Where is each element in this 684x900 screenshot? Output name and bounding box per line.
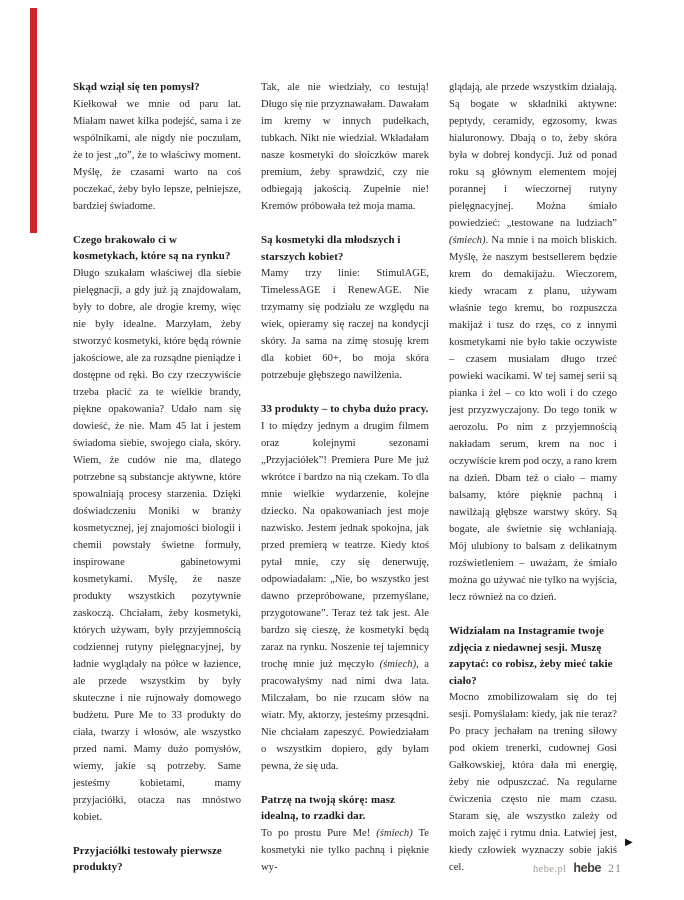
interview-question: Są kosmetyki dla młodszych i starszych kobiet?	[261, 234, 401, 263]
interview-answer: Kiełkował we mnie od paru lat. Miałam nawet kilka podejść, sama i ze wspólnikami, ale nigdy nie poczułam, że to jest „to”, że to właściwy moment. Myślę, że czasami warto na coś poczekać, żeby było lepsze, pełniejsze, bardziej świadome.	[73, 98, 241, 212]
article-column-1	[73, 79, 241, 876]
interview-answer: Mocno zmobilizowałam się do tej sesji. Pomyślałam: kiedy, jak nie teraz? Po pracy jechałam na trening siłowy pod okiem trenerki, cudownej Gosi Gałkowskiej, która dała mi energię, żeby nie odpuszczać. Na regularne ćwiczenia często nie mam czasu. Staram się, ale wszystko zależy od moich zajęć i rytmu dnia. Łatwiej jest, kiedy człowiek wyznaczy sobie jakiś cel.	[449, 692, 617, 873]
article-column-3	[449, 79, 617, 876]
interview-answer: glądają, ale przede wszystkim działają. Są bogate w składniki aktywne: peptydy, ceramidy, egzosomy, kwas hialuronowy. Dbają o to, żeby skóra była w dobrej kondycji. Już od ponad roku są głównym elementem mojej porannej i wieczornej rutyny pielęgnacyjnej. Można śmiało powiedzieć: „testowane na ludziach” (śmiech). Na mnie i na moich bliskich. Myślę, że naszym bestsellerem będzie krem do demakijażu. Wieczorem, kiedy wracam z planu, używam właśnie tego kremu, bo rozpuszcza makijaż i tusz do rzęs, co z innymi kosmetykami nie było takie oczywiste – czasem musiałam długo trzeć powieki wacikami. W tej samej serii są pianka i żel – co kto woli i do czego jest przyzwyczajony. Do tego tonik w aerozolu. Po nim z przyjemnością nakładam serum, krem na noc i oczywiście krem pod oczy, a rano krem na dzień. Dbam też o ciało – mamy balsamy, które pięknie pachną i nawilżają głębsze warstwy skóry. Są bogate, ale świetnie się wchłaniają. Mój ulubiony to balsam z delikatnym rozświetleniem – uważam, że śmiało można go używać nie tylko na wyjścia, lecz również na co dzień.	[449, 82, 617, 603]
interview-answer: Mamy trzy linie: StimulAGE, TimelessAGE i RenewAGE. Nie trzymamy się podziału ze względu na wiek, opieramy się raczej na kondycji skóry. Ja sama na zimę stosuję krem dla kobiet 60+, bo moja skóra potrzebuje głębszego nawilżenia.	[261, 268, 429, 381]
interview-question: Czego brakowało ci w kosmetykach, które są na rynku?	[73, 233, 231, 262]
interview-answer: I to między jednym a drugim filmem oraz kolejnymi sezonami „Przyjaciółek”! Premiera Pure Me już wkrótce i bardzo na nią czekam. To dla mnie wielkie wydarzenie, kolejne dziecko. Na opakowaniach jest moje nazwisko. Jestem jednak spokojna, jak przed premierą w teatrze. Kiedy ktoś pytał mnie, czy się denerwuję, odpowiadałam: „Nie, bo wszystko jest dawno przepróbowane, przemyślane, przygotowane”. Teraz też tak jest. Ale bardzo się cieszę, że kosmetyki będą zaraz na rynku. Noszenie tej tajemnicy trochę mnie już męczyło (śmiech), a pracowałyśmy nad nimi dwa lata. Milczałam, bo nie rzucam słów na wiatr. My, aktorzy, jesteśmy przesądni. Nie chciałam zapeszyć. Powiedziałam o wszystkim dopiero, gdy byłam pewna, że się uda.	[261, 420, 429, 772]
interview-question: Patrzę na twoją skórę: masz idealną, to rzadki dar.	[261, 793, 395, 822]
interview-question: 33 produkty – to chyba dużo pracy.	[261, 403, 429, 415]
site-url: hebe.pl	[533, 864, 567, 875]
interview-answer: To po prostu Pure Me! (śmiech) Te kosmetyki nie tylko pachną i pięknie wy-	[261, 827, 430, 873]
left-accent-bar	[30, 8, 37, 233]
interview-question: Widziałam na Instagramie twoje zdjęcia z niedawnej sesji. Muszę zapytać: co robisz, żeby mieć takie ciało?	[449, 625, 613, 687]
page-footer	[533, 861, 622, 876]
page-number: 21	[608, 861, 622, 875]
article-column-2	[261, 79, 429, 876]
interview-answer: Długo szukałam właściwej dla siebie pielęgnacji, a gdy już ją znajdowałam, były to dobre, ale drogie kremy, więc nie były idealne. Marzyłam, żeby stworzyć kosmetyki, które będą równie jakościowe, ale za rozsądne pieniądze i dostępne od ręki. Bo czy rzeczywiście trzeba płacić za te wielkie brandy, piękne opakowania? Udało nam się dowieść, że nie. Mam 45 lat i jestem świadoma siebie, swojego ciała, skóry. Wiem, że cudów nie ma, dlatego potrzebne są substancje aktywne, które spowalniają procesy starzenia. Dzięki doświadczeniu Moniki w branży kosmetycznej, jej znajomości biologii i chemii powstały świetne formuły, inspirowane gabinetowymi kosmetykami. Myślę, że nasze produkty wszystkich pozytywnie zaskoczą. Chciałam, żeby kosmetyki, których używam, były przyjemnością codziennej rutyny pielęgnacyjnej, by ładnie wyglądały na półce w łazience, ale przede wszystkim by były skuteczne i nie rujnowały domowego budżetu. Pure Me to 33 produkty do ciała, twarzy i włosów, ale wszystko przed nami. Mamy dużo pomysłów, wiemy, jakie są potrzeby. Same jesteśmy kobietami, mamy przyjaciółki, otacza nas mnóstwo kobiet.	[73, 267, 241, 823]
hebe-logo: hebe	[573, 861, 601, 875]
interview-question: Skąd wziął się ten pomysł?	[73, 81, 200, 93]
continued-arrow-icon: ▶	[625, 837, 633, 848]
interview-question: Przyjaciółki testowały pierwsze produkty?	[73, 844, 222, 873]
interview-answer: Tak, ale nie wiedziały, co testują! Długo się nie przyznawałam. Dawałam im kremy w innych pudełkach, tubkach. Nikt nie wiedział. Wkładałam nasze kosmetyki do słoiczków marek premium, żeby sprawdzić, czy nie odbiegają jakością. Zupełnie nie! Kremów próbowała też moja mama.	[261, 82, 429, 212]
